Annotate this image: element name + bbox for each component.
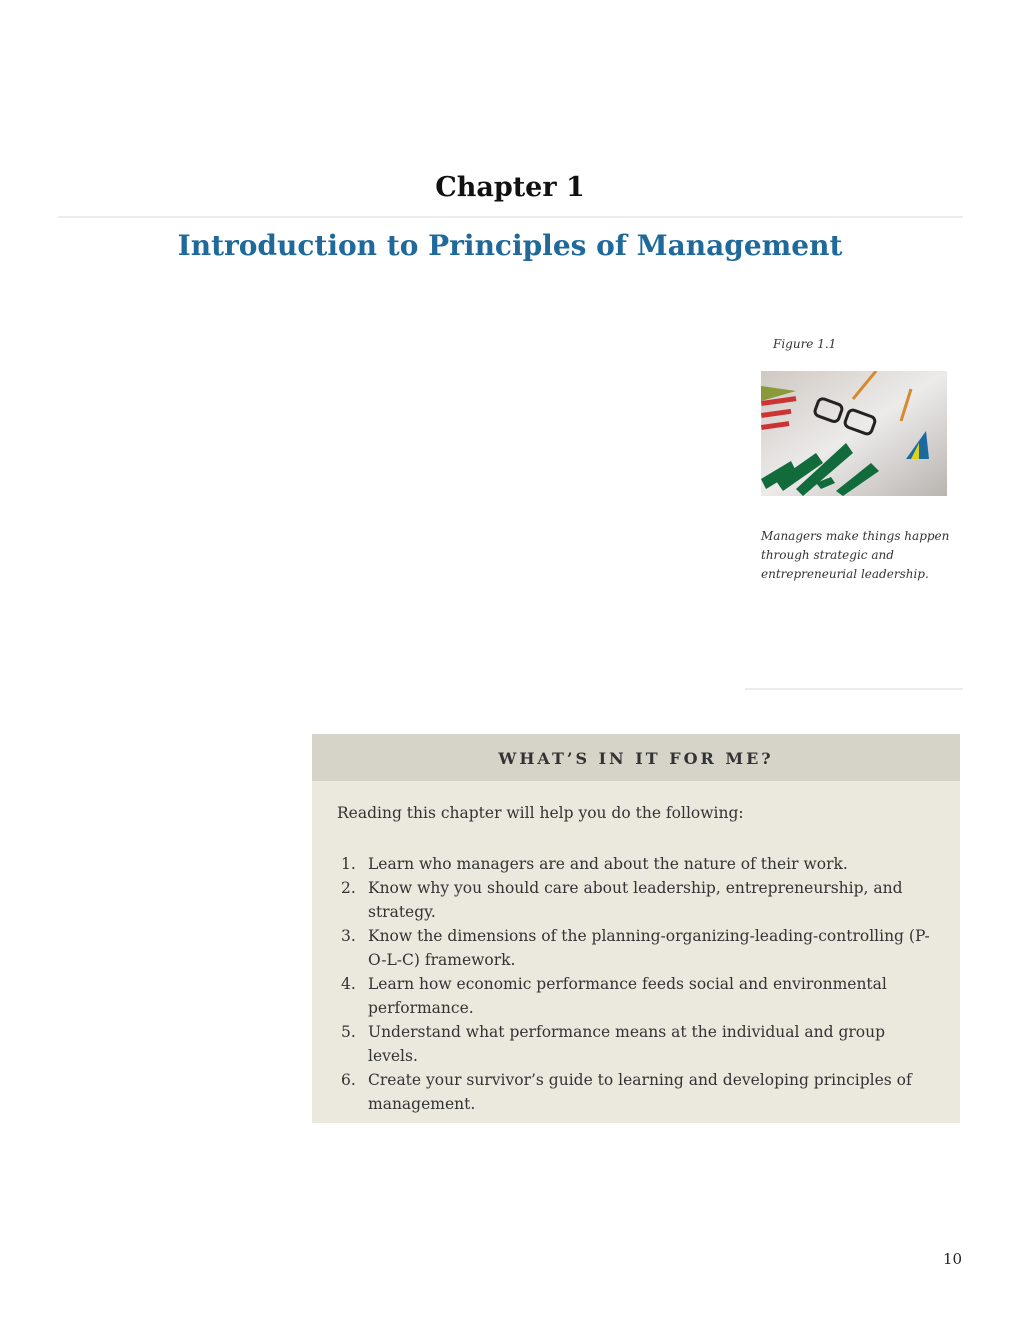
page-number: 10 xyxy=(943,1250,963,1268)
box-intro: Reading this chapter will help you do the following: xyxy=(337,804,744,822)
item-text: Know why you should care about leadership, entrepreneurship, and strategy. xyxy=(368,879,903,921)
item-text: Create your survivor’s guide to learning and developing principles of management. xyxy=(368,1071,912,1113)
chapter-title: Introduction to Principles of Management xyxy=(177,229,843,262)
list-item xyxy=(337,852,937,876)
item-text: Learn how economic performance feeds social and environmental performance. xyxy=(368,975,887,1017)
item-number: 5. xyxy=(341,1023,356,1041)
item-number: 3. xyxy=(341,927,356,945)
list-item xyxy=(337,1068,937,1116)
chapter-label: Chapter 1 xyxy=(435,172,585,203)
figure-label: Figure 1.1 xyxy=(773,337,837,351)
list-item xyxy=(337,924,937,972)
list-item xyxy=(337,972,937,1020)
item-text: Understand what performance means at the individual and group levels. xyxy=(368,1023,886,1065)
item-text: Know the dimensions of the planning-organizing-leading-controlling (P-O-L-C) framework. xyxy=(368,927,930,969)
box-heading: WHAT’S IN IT FOR ME? xyxy=(312,734,960,781)
item-number: 1. xyxy=(341,855,356,873)
objectives-list xyxy=(337,852,937,1116)
item-number: 6. xyxy=(341,1071,356,1089)
learning-objectives-box xyxy=(312,734,960,1123)
divider xyxy=(58,216,963,218)
figure-caption: Managers make things happen through strategic and entrepreneurial leadership. xyxy=(761,529,950,581)
item-text: Learn who managers are and about the nature of their work. xyxy=(368,855,848,873)
item-number: 2. xyxy=(341,879,356,897)
list-item xyxy=(337,1020,937,1068)
figure-image xyxy=(761,371,947,496)
list-item xyxy=(337,876,937,924)
item-number: 4. xyxy=(341,975,356,993)
divider xyxy=(745,688,963,690)
